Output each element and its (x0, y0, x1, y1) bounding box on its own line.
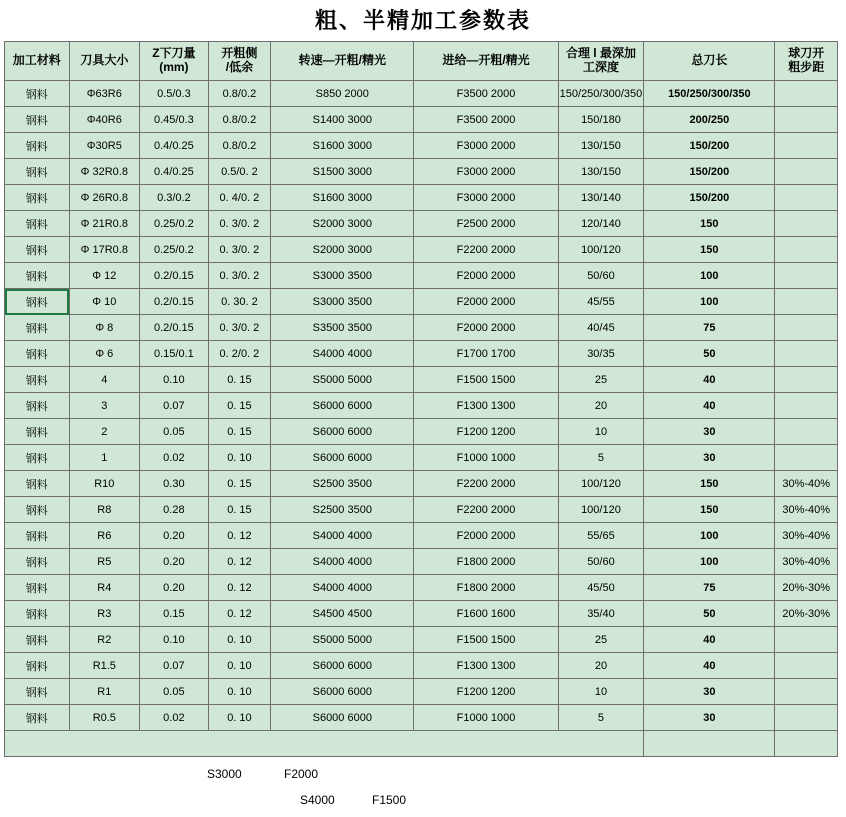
cell-material[interactable]: 钢料 (5, 185, 70, 211)
cell-tool-size[interactable]: Φ 6 (69, 341, 140, 367)
cell-feed[interactable]: F2200 2000 (414, 497, 558, 523)
table-row (5, 315, 838, 341)
cell-ball-stepover (775, 705, 838, 731)
cell-material[interactable]: 钢料 (5, 367, 70, 393)
cell-material[interactable]: 钢料 (5, 445, 70, 471)
cell-ball-stepover (775, 159, 838, 185)
cell-z-step[interactable]: 0.45/0.3 (140, 107, 209, 133)
table-row (5, 419, 838, 445)
cell-spindle-speed[interactable]: S3000 3500 (271, 289, 414, 315)
cell-feed[interactable]: F1800 2000 (414, 549, 558, 575)
cell-side-allowance[interactable]: 0.8/0.2 (208, 81, 271, 107)
cell-side-allowance[interactable]: 0. 12 (208, 575, 271, 601)
cell-feed[interactable]: F1800 2000 (414, 575, 558, 601)
cell-material[interactable]: 钢料 (5, 471, 70, 497)
note-row-blank-cell (644, 731, 775, 757)
table-row (5, 445, 838, 471)
cell-ball-stepover (775, 185, 838, 211)
cell-side-allowance[interactable]: 0.5/0. 2 (208, 159, 271, 185)
cell-depth[interactable]: 40/45 (558, 315, 644, 341)
cell-feed[interactable]: F3000 2000 (414, 185, 558, 211)
cell-spindle-speed[interactable]: S4000 4000 (271, 341, 414, 367)
cell-feed[interactable]: F1300 1300 (414, 393, 558, 419)
cell-tool-size[interactable]: 1 (69, 445, 140, 471)
cell-z-step[interactable]: 0.07 (140, 393, 209, 419)
cell-z-step[interactable]: 0.07 (140, 653, 209, 679)
cell-depth[interactable]: 55/65 (558, 523, 644, 549)
table-row (5, 81, 838, 107)
cell-total-tool-length[interactable]: 30 (644, 445, 775, 471)
cell-tool-size[interactable]: Φ 8 (69, 315, 140, 341)
cell-total-tool-length[interactable]: 75 (644, 575, 775, 601)
cell-feed[interactable]: F1200 1200 (414, 679, 558, 705)
cell-ball-stepover (775, 263, 838, 289)
cell-tool-size[interactable]: R1.5 (69, 653, 140, 679)
cell-spindle-speed[interactable]: S3500 3500 (271, 315, 414, 341)
cell-tool-size[interactable]: Φ 17R0.8 (69, 237, 140, 263)
cell-depth[interactable]: 130/150 (558, 159, 644, 185)
cell-side-allowance[interactable]: 0. 30. 2 (208, 289, 271, 315)
cell-z-step[interactable]: 0.05 (140, 419, 209, 445)
cell-total-tool-length[interactable]: 150 (644, 211, 775, 237)
cell-z-step[interactable]: 0.02 (140, 445, 209, 471)
cell-depth[interactable]: 10 (558, 419, 644, 445)
cell-side-allowance[interactable]: 0. 3/0. 2 (208, 237, 271, 263)
note-text (5, 731, 644, 757)
table-row (5, 705, 838, 731)
cell-material[interactable]: 钢料 (5, 81, 70, 107)
cell-material[interactable]: 钢料 (5, 549, 70, 575)
cell-material[interactable]: 钢料 (5, 341, 70, 367)
cell-material[interactable]: 钢料 (5, 315, 70, 341)
table-row (5, 367, 838, 393)
cell-depth[interactable]: 30/35 (558, 341, 644, 367)
cell-total-tool-length[interactable]: 30 (644, 679, 775, 705)
cell-spindle-speed[interactable]: S2000 3000 (271, 237, 414, 263)
cell-spindle-speed[interactable]: S6000 6000 (271, 679, 414, 705)
cell-tool-size[interactable]: Φ30R5 (69, 133, 140, 159)
cell-z-step[interactable]: 0.25/0.2 (140, 237, 209, 263)
cell-total-tool-length[interactable]: 50 (644, 601, 775, 627)
cell-depth[interactable]: 130/140 (558, 185, 644, 211)
cell-total-tool-length[interactable]: 150/200 (644, 133, 775, 159)
cell-feed[interactable]: F3500 2000 (414, 107, 558, 133)
cell-side-allowance[interactable]: 0. 10 (208, 705, 271, 731)
cell-total-tool-length[interactable]: 100 (644, 549, 775, 575)
cell-spindle-speed[interactable]: S850 2000 (271, 81, 414, 107)
cell-material[interactable]: 钢料 (5, 497, 70, 523)
table-row (5, 627, 838, 653)
cell-feed[interactable]: F2000 2000 (414, 289, 558, 315)
cell-depth[interactable]: 50/60 (558, 263, 644, 289)
cell-depth[interactable]: 5 (558, 705, 644, 731)
cell-tool-size[interactable]: Φ 21R0.8 (69, 211, 140, 237)
note-row (5, 731, 838, 757)
table-row (5, 601, 838, 627)
cell-ball-stepover (775, 315, 838, 341)
cell-spindle-speed[interactable]: S2500 3500 (271, 471, 414, 497)
cell-depth[interactable]: 100/120 (558, 237, 644, 263)
cell-spindle-speed[interactable]: S6000 6000 (271, 653, 414, 679)
cell-z-step[interactable]: 0.2/0.15 (140, 289, 209, 315)
cell-total-tool-length[interactable]: 100 (644, 523, 775, 549)
cell-tool-size[interactable]: Φ 12 (69, 263, 140, 289)
cell-total-tool-length[interactable]: 200/250 (644, 107, 775, 133)
cell-feed[interactable]: F1500 1500 (414, 367, 558, 393)
cell-feed[interactable]: F2000 2000 (414, 523, 558, 549)
cell-side-allowance[interactable]: 0. 3/0. 2 (208, 211, 271, 237)
cell-ball-stepover (775, 133, 838, 159)
cell-z-step[interactable]: 0.20 (140, 575, 209, 601)
cell-spindle-speed[interactable]: S1400 3000 (271, 107, 414, 133)
cell-material[interactable]: 钢料 (5, 679, 70, 705)
cell-depth[interactable]: 100/120 (558, 497, 644, 523)
cell-spindle-speed[interactable]: S5000 5000 (271, 367, 414, 393)
cell-ball-stepover (775, 107, 838, 133)
cell-tool-size[interactable]: R5 (69, 549, 140, 575)
table-row (5, 575, 838, 601)
cell-tool-size[interactable]: 2 (69, 419, 140, 445)
cell-total-tool-length[interactable]: 100 (644, 289, 775, 315)
cell-ball-stepover (775, 445, 838, 471)
cell-material[interactable]: 钢料 (5, 575, 70, 601)
table-row (5, 549, 838, 575)
table-body (5, 81, 838, 757)
cell-feed[interactable]: F3500 2000 (414, 81, 558, 107)
cell-ball-stepover (775, 653, 838, 679)
cell-material[interactable]: 钢料 (5, 523, 70, 549)
col-header-depth[interactable]: 合理 l 最深加 工深度 (558, 42, 644, 81)
cell-total-tool-length[interactable]: 40 (644, 367, 775, 393)
cell-material[interactable]: 钢料 (5, 289, 70, 315)
cell-side-allowance[interactable]: 0. 15 (208, 497, 271, 523)
cell-ball-stepover (775, 419, 838, 445)
cell-feed[interactable]: F1600 1600 (414, 601, 558, 627)
cell-tool-size[interactable]: R3 (69, 601, 140, 627)
cell-depth[interactable]: 100/120 (558, 471, 644, 497)
cell-total-tool-length[interactable]: 150 (644, 471, 775, 497)
cell-depth[interactable]: 45/50 (558, 575, 644, 601)
footer-notes (0, 757, 846, 817)
cell-feed[interactable]: F1300 1300 (414, 653, 558, 679)
cell-depth[interactable]: 20 (558, 393, 644, 419)
cell-material[interactable]: 钢料 (5, 627, 70, 653)
cell-tool-size[interactable]: R1 (69, 679, 140, 705)
cell-ball-stepover (775, 237, 838, 263)
cell-ball-stepover[interactable]: 30%-40% (775, 549, 838, 575)
table-row (5, 523, 838, 549)
cell-material[interactable]: 钢料 (5, 263, 70, 289)
cell-ball-stepover (775, 341, 838, 367)
col-header-ball-stepover[interactable]: 球刀开 粗步距 (775, 42, 838, 81)
cell-feed[interactable]: F2200 2000 (414, 471, 558, 497)
col-header-total-tool-length[interactable]: 总刀长 (644, 42, 775, 81)
cell-tool-size[interactable]: Φ63R6 (69, 81, 140, 107)
table-row (5, 185, 838, 211)
cell-ball-stepover (775, 367, 838, 393)
table-row (5, 211, 838, 237)
cell-ball-stepover (775, 211, 838, 237)
cell-total-tool-length[interactable]: 30 (644, 419, 775, 445)
cell-depth[interactable]: 45/55 (558, 289, 644, 315)
cell-total-tool-length[interactable]: 150 (644, 497, 775, 523)
cell-z-step[interactable]: 0.02 (140, 705, 209, 731)
cell-depth[interactable]: 10 (558, 679, 644, 705)
cell-feed[interactable]: F1200 1200 (414, 419, 558, 445)
cell-feed[interactable]: F1700 1700 (414, 341, 558, 367)
cell-side-allowance[interactable]: 0. 15 (208, 471, 271, 497)
cell-material[interactable]: 钢料 (5, 211, 70, 237)
cell-z-step[interactable]: 0.15 (140, 601, 209, 627)
cell-ball-stepover[interactable]: 20%-30% (775, 601, 838, 627)
cell-spindle-speed[interactable]: S4000 4000 (271, 549, 414, 575)
cell-tool-size[interactable]: R10 (69, 471, 140, 497)
cell-z-step[interactable]: 0.2/0.15 (140, 315, 209, 341)
cell-side-allowance[interactable]: 0. 2/0. 2 (208, 341, 271, 367)
cell-tool-size[interactable]: R8 (69, 497, 140, 523)
cell-side-allowance[interactable]: 0. 12 (208, 549, 271, 575)
cell-side-allowance[interactable]: 0. 12 (208, 601, 271, 627)
cell-feed[interactable]: F2000 2000 (414, 263, 558, 289)
cell-feed[interactable]: F2500 2000 (414, 211, 558, 237)
cell-side-allowance[interactable]: 0. 4/0. 2 (208, 185, 271, 211)
cell-ball-stepover (775, 627, 838, 653)
cell-ball-stepover[interactable]: 30%-40% (775, 471, 838, 497)
page-title: 粗、半精加工参数表 (314, 8, 531, 33)
cell-ball-stepover[interactable]: 30%-40% (775, 497, 838, 523)
cell-tool-size[interactable]: R2 (69, 627, 140, 653)
col-header-spindle-speed[interactable]: 转速—开粗/精光 (271, 42, 414, 81)
cell-spindle-speed[interactable]: S2500 3500 (271, 497, 414, 523)
cell-feed[interactable]: F2200 2000 (414, 237, 558, 263)
col-header-tool-size[interactable]: 刀具大小 (69, 42, 140, 81)
cell-tool-size[interactable]: R6 (69, 523, 140, 549)
cell-z-step[interactable]: 0.10 (140, 627, 209, 653)
cell-total-tool-length[interactable]: 150 (644, 237, 775, 263)
footer-s3000: S3000 (207, 767, 242, 781)
table-row (5, 263, 838, 289)
cell-material[interactable]: 钢料 (5, 601, 70, 627)
note-row-empty-cell (775, 731, 838, 757)
cell-tool-size[interactable]: Φ40R6 (69, 107, 140, 133)
cell-z-step[interactable]: 0.25/0.2 (140, 211, 209, 237)
footer-f1500: F1500 (372, 793, 407, 807)
cell-depth[interactable]: 150/250/300/350 (558, 81, 644, 107)
col-header-material[interactable]: 加工材料 (5, 42, 70, 81)
cell-total-tool-length[interactable]: 40 (644, 627, 775, 653)
cell-material[interactable]: 钢料 (5, 393, 70, 419)
cell-depth[interactable]: 25 (558, 627, 644, 653)
cell-total-tool-length[interactable]: 30 (644, 705, 775, 731)
cell-tool-size[interactable]: Φ 10 (69, 289, 140, 315)
cell-total-tool-length[interactable]: 100 (644, 263, 775, 289)
cell-feed[interactable]: F1500 1500 (414, 627, 558, 653)
table-row (5, 107, 838, 133)
cell-tool-size[interactable]: R0.5 (69, 705, 140, 731)
cell-depth[interactable]: 35/40 (558, 601, 644, 627)
cell-spindle-speed[interactable]: S5000 5000 (271, 627, 414, 653)
cell-feed[interactable]: F3000 2000 (414, 159, 558, 185)
cell-spindle-speed[interactable]: S3000 3500 (271, 263, 414, 289)
cell-tool-size[interactable]: Φ 32R0.8 (69, 159, 140, 185)
cell-z-step[interactable]: 0.2/0.15 (140, 263, 209, 289)
col-header-side-allowance[interactable]: 开粗侧 /低余 (208, 42, 271, 81)
cell-total-tool-length[interactable]: 75 (644, 315, 775, 341)
cell-material[interactable]: 钢料 (5, 419, 70, 445)
cell-side-allowance[interactable]: 0. 3/0. 2 (208, 263, 271, 289)
cell-spindle-speed[interactable]: S6000 6000 (271, 393, 414, 419)
cell-ball-stepover[interactable]: 30%-40% (775, 523, 838, 549)
cell-z-step[interactable]: 0.10 (140, 367, 209, 393)
cell-spindle-speed[interactable]: S4000 4000 (271, 575, 414, 601)
cell-depth[interactable]: 25 (558, 367, 644, 393)
cell-tool-size[interactable]: R4 (69, 575, 140, 601)
cell-material[interactable]: 钢料 (5, 705, 70, 731)
cell-tool-size[interactable]: 4 (69, 367, 140, 393)
cell-z-step[interactable]: 0.4/0.25 (140, 159, 209, 185)
cell-z-step[interactable]: 0.20 (140, 523, 209, 549)
table-header-row (5, 42, 838, 81)
cell-side-allowance[interactable]: 0. 3/0. 2 (208, 315, 271, 341)
cell-ball-stepover (775, 679, 838, 705)
cell-spindle-speed[interactable]: S6000 6000 (271, 419, 414, 445)
cell-spindle-speed[interactable]: S6000 6000 (271, 705, 414, 731)
cell-side-allowance[interactable]: 0. 12 (208, 523, 271, 549)
cell-tool-size[interactable]: Φ 26R0.8 (69, 185, 140, 211)
cell-side-allowance[interactable]: 0. 10 (208, 445, 271, 471)
cell-side-allowance[interactable]: 0. 10 (208, 679, 271, 705)
table-row (5, 471, 838, 497)
table-row (5, 237, 838, 263)
cell-side-allowance[interactable]: 0.8/0.2 (208, 107, 271, 133)
table-row (5, 653, 838, 679)
cell-total-tool-length[interactable]: 40 (644, 653, 775, 679)
footer-f2000: F2000 (284, 767, 319, 781)
cell-feed[interactable]: F2000 2000 (414, 315, 558, 341)
cell-total-tool-length[interactable]: 150/200 (644, 185, 775, 211)
cell-material[interactable]: 钢料 (5, 133, 70, 159)
cell-side-allowance[interactable]: 0. 10 (208, 627, 271, 653)
cell-z-step[interactable]: 0.30 (140, 471, 209, 497)
table-row (5, 679, 838, 705)
col-header-z-step[interactable]: Z下刀量 (mm) (140, 42, 209, 81)
cell-z-step[interactable]: 0.28 (140, 497, 209, 523)
cell-side-allowance[interactable]: 0. 15 (208, 367, 271, 393)
cell-depth[interactable]: 120/140 (558, 211, 644, 237)
cell-tool-size[interactable]: 3 (69, 393, 140, 419)
cell-spindle-speed[interactable]: S1600 3000 (271, 185, 414, 211)
cell-ball-stepover (775, 289, 838, 315)
cell-z-step[interactable]: 0.3/0.2 (140, 185, 209, 211)
cell-z-step[interactable]: 0.20 (140, 549, 209, 575)
cell-depth[interactable]: 130/150 (558, 133, 644, 159)
cell-feed[interactable]: F1000 1000 (414, 705, 558, 731)
cell-total-tool-length[interactable]: 50 (644, 341, 775, 367)
cell-material[interactable]: 钢料 (5, 159, 70, 185)
cell-material[interactable]: 钢料 (5, 653, 70, 679)
cell-total-tool-length[interactable]: 150/250/300/350 (644, 81, 775, 107)
cell-spindle-speed[interactable]: S4000 4000 (271, 523, 414, 549)
table-row (5, 497, 838, 523)
cell-spindle-speed[interactable]: S1600 3000 (271, 133, 414, 159)
cell-material[interactable]: 钢料 (5, 107, 70, 133)
cell-total-tool-length[interactable]: 40 (644, 393, 775, 419)
cell-material[interactable]: 钢料 (5, 237, 70, 263)
cell-ball-stepover (775, 81, 838, 107)
cell-side-allowance[interactable]: 0. 15 (208, 419, 271, 445)
table-row (5, 133, 838, 159)
cell-ball-stepover[interactable]: 20%-30% (775, 575, 838, 601)
cell-ball-stepover (775, 393, 838, 419)
parameters-table (4, 41, 838, 757)
cell-depth[interactable]: 20 (558, 653, 644, 679)
cell-z-step[interactable]: 0.15/0.1 (140, 341, 209, 367)
cell-z-step[interactable]: 0.5/0.3 (140, 81, 209, 107)
cell-z-step[interactable]: 0.05 (140, 679, 209, 705)
cell-depth[interactable]: 150/180 (558, 107, 644, 133)
footer-s4000: S4000 (300, 793, 335, 807)
cell-side-allowance[interactable]: 0.8/0.2 (208, 133, 271, 159)
cell-side-allowance[interactable]: 0. 15 (208, 393, 271, 419)
cell-depth[interactable]: 50/60 (558, 549, 644, 575)
cell-feed[interactable]: F1000 1000 (414, 445, 558, 471)
table-row (5, 289, 838, 315)
cell-side-allowance[interactable]: 0. 10 (208, 653, 271, 679)
cell-z-step[interactable]: 0.4/0.25 (140, 133, 209, 159)
table-row (5, 341, 838, 367)
col-header-feed[interactable]: 进给—开粗/精光 (414, 42, 558, 81)
cell-spindle-speed[interactable]: S6000 6000 (271, 445, 414, 471)
cell-feed[interactable]: F3000 2000 (414, 133, 558, 159)
table-row (5, 393, 838, 419)
cell-spindle-speed[interactable]: S2000 3000 (271, 211, 414, 237)
cell-depth[interactable]: 5 (558, 445, 644, 471)
cell-spindle-speed[interactable]: S4500 4500 (271, 601, 414, 627)
table-row (5, 159, 838, 185)
cell-total-tool-length[interactable]: 150/200 (644, 159, 775, 185)
cell-spindle-speed[interactable]: S1500 3000 (271, 159, 414, 185)
